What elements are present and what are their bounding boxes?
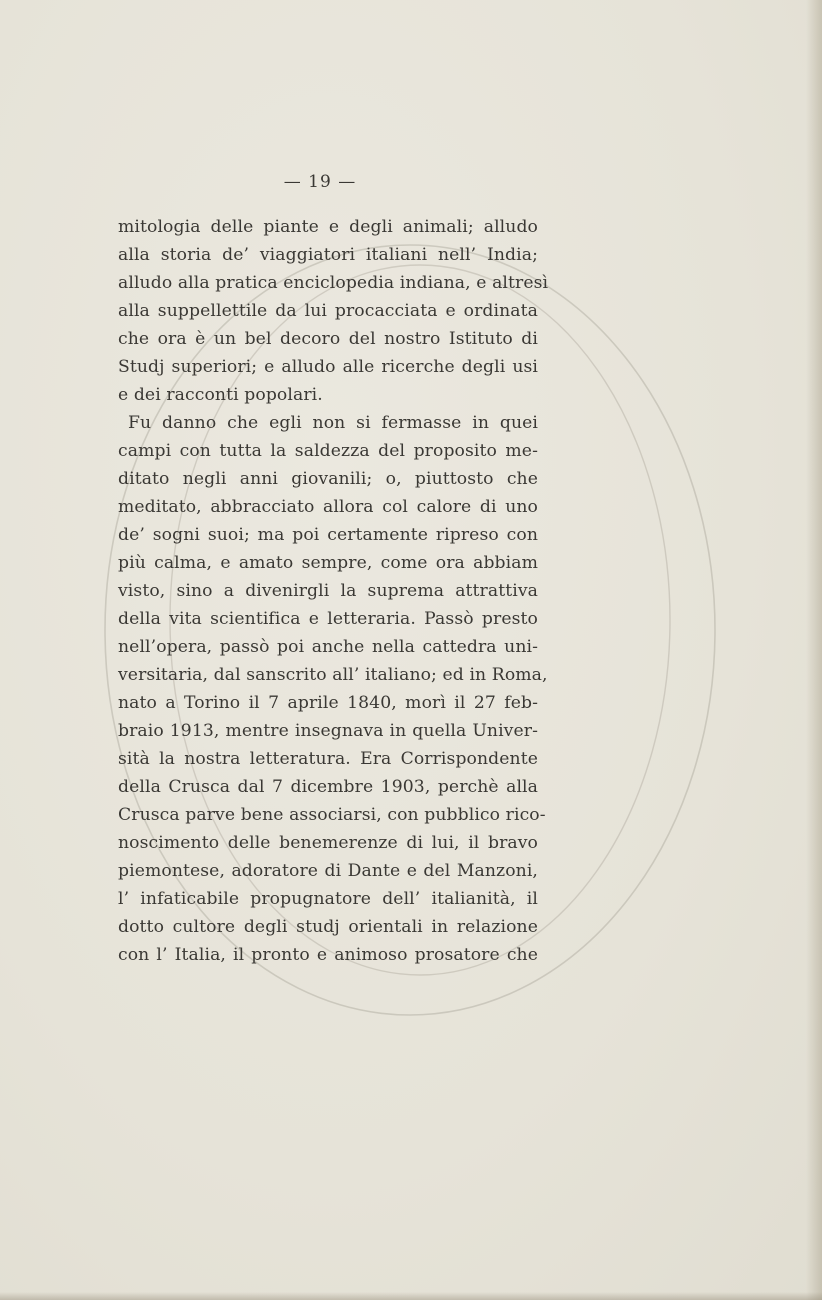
text-line: nell’opera, passò poi anche nella cattedra uni- bbox=[118, 637, 538, 657]
page-number: — 19 — bbox=[283, 172, 357, 192]
text-line: che ora è un bel decoro del nostro Istituto di bbox=[118, 329, 538, 349]
paragraph-start-line: Fu danno che egli non si fermasse in quei bbox=[128, 413, 538, 433]
text-line: Crusca parve bene associarsi, con pubblico rico- bbox=[118, 805, 546, 825]
body-text bbox=[118, 213, 549, 969]
page-edge-shadow bbox=[806, 0, 822, 1300]
text-line: nato a Torino il 7 aprile 1840, morì il 27 feb- bbox=[118, 693, 538, 713]
text-line: piemontese, adoratore di Dante e del Manzoni, bbox=[118, 861, 538, 881]
text-line: alludo alla pratica enciclopedia indiana, e altresì bbox=[118, 273, 549, 293]
text-line: campi con tutta la saldezza del proposito me- bbox=[118, 441, 538, 461]
text-line: versitaria, dal sanscrito all’ italiano; ed in Roma, bbox=[118, 665, 548, 685]
page-bottom-edge bbox=[0, 1292, 822, 1300]
text-line: noscimento delle benemerenze di lui, il bravo bbox=[118, 833, 538, 853]
text-line: braio 1913, mentre insegnava in quella Univer- bbox=[118, 721, 538, 741]
text-line: sità la nostra letteratura. Era Corrispondente bbox=[118, 749, 538, 769]
text-line: Studj superiori; e alludo alle ricerche degli usi bbox=[118, 357, 538, 377]
text-line: della Crusca dal 7 dicembre 1903, perchè alla bbox=[118, 777, 538, 797]
text-line: ditato negli anni giovanili; o, piuttosto che bbox=[118, 469, 538, 489]
text-line: più calma, e amato sempre, come ora abbiam bbox=[118, 553, 538, 573]
text-line: della vita scientifica e letteraria. Passò presto bbox=[118, 609, 538, 629]
text-line: l’ infaticabile propugnatore dell’ italianità, il bbox=[118, 889, 538, 909]
text-line: meditato, abbracciato allora col calore di uno bbox=[118, 497, 538, 517]
text-line: mitologia delle piante e degli animali; alludo bbox=[118, 217, 538, 237]
text-line: alla storia de’ viaggiatori italiani nell’ India; bbox=[118, 245, 538, 265]
text-line: alla suppellettile da lui procacciata e ordinata bbox=[118, 301, 538, 321]
text-line: dotto cultore degli studj orientali in relazione bbox=[118, 917, 538, 937]
text-line: con l’ Italia, il pronto e animoso prosatore che bbox=[118, 945, 538, 965]
text-line: visto, sino a divenirgli la suprema attrattiva bbox=[118, 581, 538, 601]
text-line: e dei racconti popolari. bbox=[118, 385, 323, 405]
text-line: de’ sogni suoi; ma poi certamente ripreso con bbox=[118, 525, 538, 545]
